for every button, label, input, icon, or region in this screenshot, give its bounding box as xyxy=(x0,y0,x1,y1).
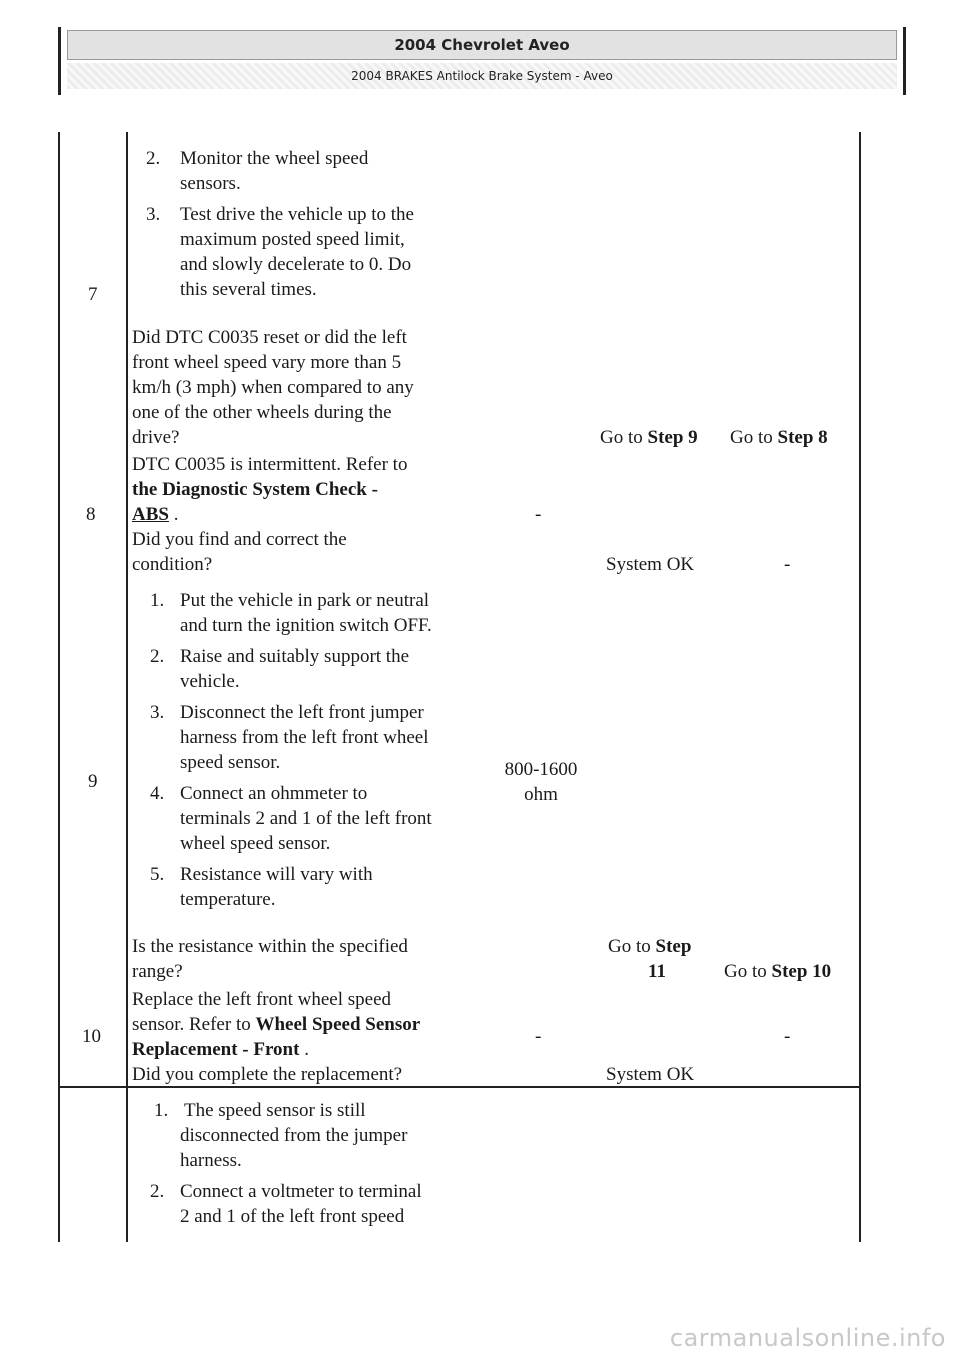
question-text: front wheel speed vary more than 5 xyxy=(132,352,402,373)
table-border-right xyxy=(859,132,861,1242)
instruction-text: Raise and suitably support the xyxy=(180,646,410,667)
question-text: one of the other wheels during the xyxy=(132,402,392,423)
step-link[interactable]: Step 8 xyxy=(777,427,828,448)
instruction-text: Replacement - Front . xyxy=(132,1039,309,1060)
list-number: 2. xyxy=(146,148,161,169)
diagnostic-table xyxy=(58,132,861,1242)
diagnostic-check-link[interactable]: the Diagnostic System Check - xyxy=(132,479,378,500)
instruction-text: Disconnect the left front jumper xyxy=(180,702,424,723)
no-action: Go to Step 8 xyxy=(730,427,828,448)
list-number: 2. xyxy=(150,1181,165,1202)
no-action: - xyxy=(784,1026,791,1047)
yes-action: Go to Step xyxy=(608,936,692,957)
instruction-text: Monitor the wheel speed xyxy=(180,148,369,169)
step-link[interactable]: Step xyxy=(655,936,692,957)
replacement-link[interactable]: Replacement - Front xyxy=(132,1039,300,1060)
question-text: Is the resistance within the specified xyxy=(132,936,408,957)
instruction-text: and turn the ignition switch OFF. xyxy=(180,615,432,636)
instruction-text: Resistance will vary with xyxy=(180,864,373,885)
question-text: km/h (3 mph) when compared to any xyxy=(132,377,414,398)
instruction-text: and slowly decelerate to 0. Do xyxy=(180,254,412,275)
document-header xyxy=(58,27,906,95)
question-text: condition? xyxy=(132,554,213,575)
yes-action: System OK xyxy=(606,554,695,575)
step-number: 10 xyxy=(82,1026,101,1047)
instruction-text: this several times. xyxy=(180,279,317,300)
instruction-text: Connect an ohmmeter to xyxy=(180,783,368,804)
column-divider xyxy=(126,132,128,1242)
instruction-text: temperature. xyxy=(180,889,276,910)
instruction-text: sensors. xyxy=(180,173,241,194)
instruction-text: DTC C0035 is intermittent. Refer to xyxy=(132,454,408,475)
instruction-text: ABS . xyxy=(132,504,179,525)
instruction-text: maximum posted speed limit, xyxy=(180,229,405,250)
list-number: 1. xyxy=(154,1100,169,1121)
list-number: 3. xyxy=(146,204,161,225)
instruction-text: speed sensor. xyxy=(180,752,281,773)
instruction-text: disconnected from the jumper xyxy=(180,1125,408,1146)
instruction-text: vehicle. xyxy=(180,671,240,692)
instruction-text: wheel speed sensor. xyxy=(180,833,331,854)
step-number: 9 xyxy=(88,771,98,792)
step-number: 7 xyxy=(88,284,98,305)
question-text: drive? xyxy=(132,427,180,448)
instruction-text: Connect a voltmeter to terminal xyxy=(180,1181,422,1202)
instruction-text: 2 and 1 of the left front speed xyxy=(180,1206,405,1227)
abs-link[interactable]: ABS xyxy=(132,504,169,525)
instruction-text: terminals 2 and 1 of the left front xyxy=(180,808,432,829)
document-subtitle: 2004 BRAKES Antilock Brake System - Aveo xyxy=(67,63,897,89)
instruction-text: Test drive the vehicle up to the xyxy=(180,204,414,225)
list-number: 2. xyxy=(150,646,165,667)
value-cell: ohm xyxy=(524,784,558,805)
instruction-text: The speed sensor is still xyxy=(184,1100,366,1121)
list-number: 3. xyxy=(150,702,165,723)
value-cell: - xyxy=(535,1026,542,1047)
question-text: Did DTC C0035 reset or did the left xyxy=(132,327,407,348)
instruction-text: sensor. Refer to Wheel Speed Sensor xyxy=(132,1014,421,1035)
no-action: - xyxy=(784,554,791,575)
instruction-text: Put the vehicle in park or neutral xyxy=(180,590,430,611)
yes-action: Go to Step 9 xyxy=(600,427,698,448)
instruction-text: Replace the left front wheel speed xyxy=(132,989,392,1010)
value-cell: - xyxy=(535,504,542,525)
list-number: 1. xyxy=(150,590,165,611)
no-action: Go to Step 10 xyxy=(724,961,832,982)
step-number: 8 xyxy=(86,504,96,525)
table-border-left xyxy=(58,132,60,1242)
list-number: 4. xyxy=(150,783,165,804)
question-text: range? xyxy=(132,961,183,982)
step-link[interactable]: 11 xyxy=(648,961,666,982)
instruction-text: harness from the left front wheel xyxy=(180,727,429,748)
yes-action: System OK xyxy=(606,1064,695,1085)
question-text: Did you complete the replacement? xyxy=(132,1064,403,1085)
document-title: 2004 Chevrolet Aveo xyxy=(67,30,897,60)
instruction-text: harness. xyxy=(180,1150,242,1171)
step-link[interactable]: Step 10 xyxy=(771,961,832,982)
question-text: Did you find and correct the xyxy=(132,529,347,550)
list-number: 5. xyxy=(150,864,165,885)
step-link[interactable]: Step 9 xyxy=(647,427,698,448)
wheel-speed-sensor-link[interactable]: Wheel Speed Sensor xyxy=(255,1014,421,1035)
watermark-logo: carmanualsonline.info xyxy=(669,1324,946,1352)
value-cell: 800-1600 xyxy=(504,759,578,780)
